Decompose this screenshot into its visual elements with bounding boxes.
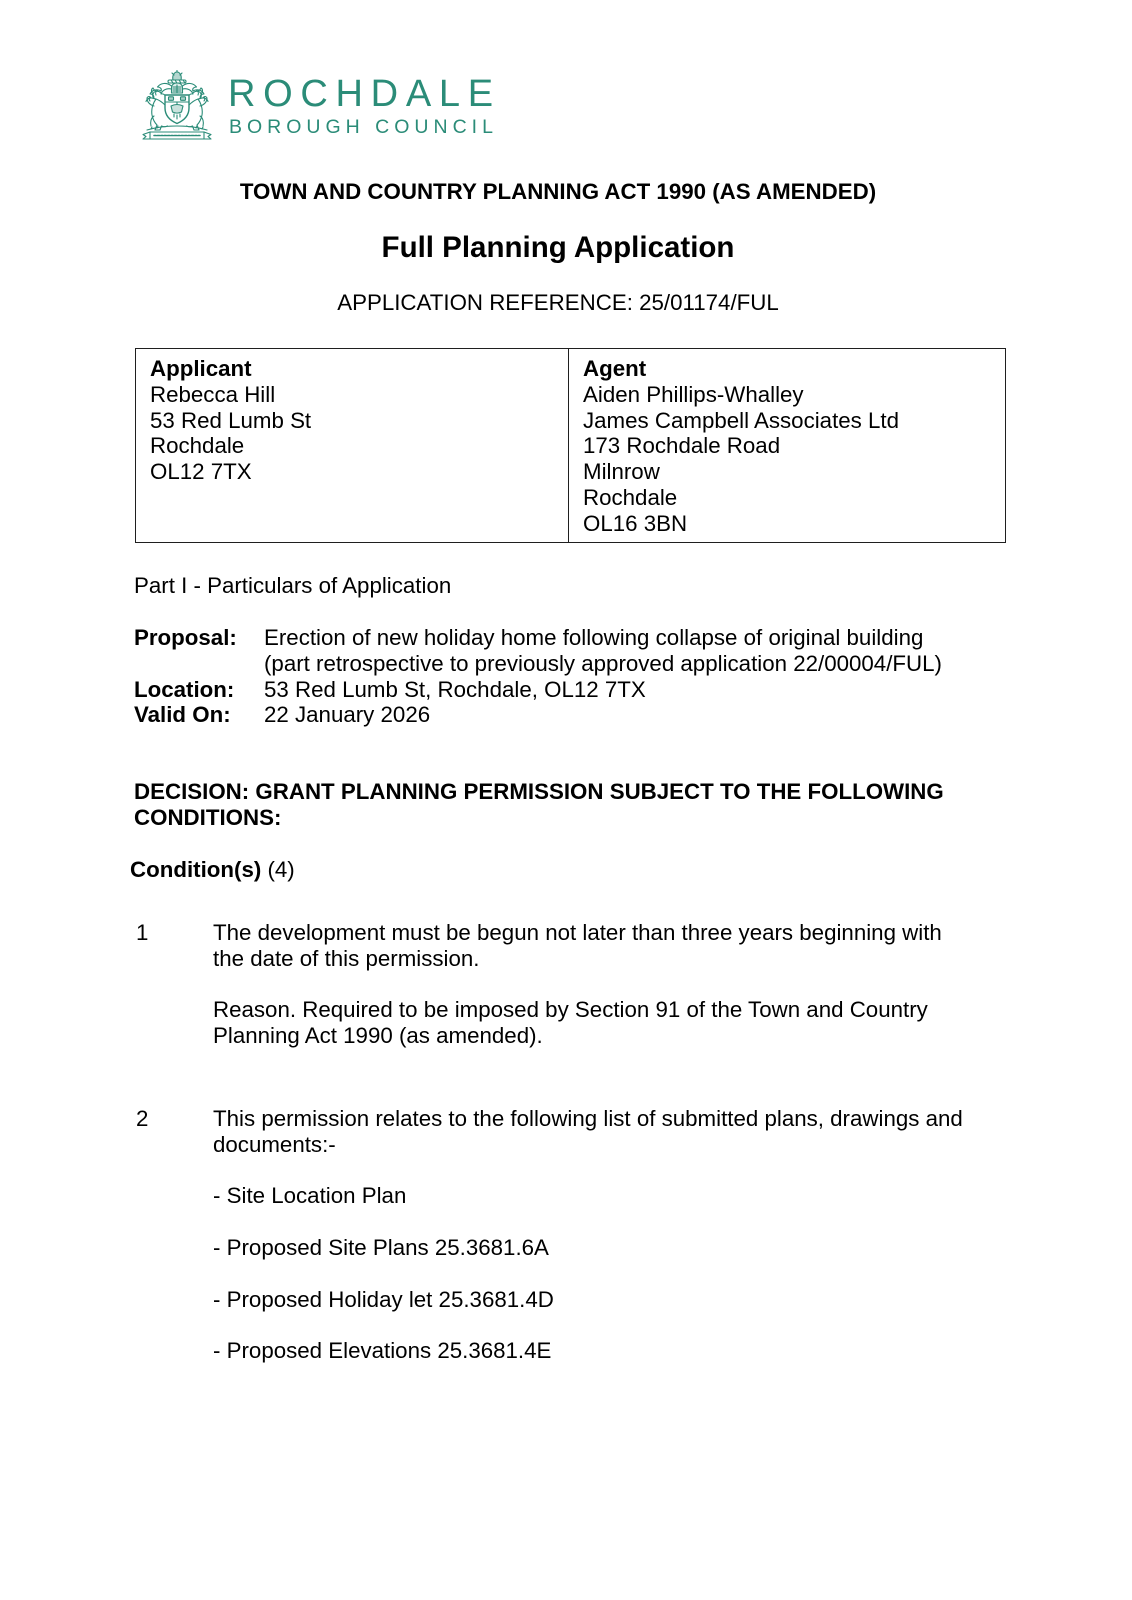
applicant-label: Applicant: [150, 356, 252, 381]
agent-name: Aiden Phillips-Whalley: [583, 381, 804, 407]
plan-list-item: [213, 1235, 963, 1261]
proposal-row: [134, 625, 942, 677]
condition-paragraph: [213, 920, 942, 972]
condition-line: The development must be begun not later than three years beginning with: [213, 920, 942, 945]
proposal-line: (part retrospective to previously approved application 22/00004/FUL): [264, 650, 942, 676]
agent-address-line: Rochdale: [583, 484, 678, 510]
plan-list-item: [213, 1338, 963, 1364]
conditions-label: Condition(s): [130, 857, 262, 882]
valid-on-row: [134, 702, 942, 728]
location-value: 53 Red Lumb St, Rochdale, OL12 7TX: [264, 676, 646, 702]
plan-item: - Proposed Holiday let 25.3681.4D: [213, 1286, 554, 1312]
act-heading: TOWN AND COUNTRY PLANNING ACT 1990 (AS AMENDED): [239, 179, 877, 204]
conditions-count: (4): [267, 857, 295, 882]
condition-text: [213, 920, 942, 1049]
document-title: Full Planning Application: [381, 231, 735, 264]
applicant-cell: [136, 349, 569, 542]
conditions-heading: [130, 857, 295, 883]
valid-on-label: Valid On:: [134, 702, 231, 728]
decision-line: DECISION: GRANT PLANNING PERMISSION SUBJECT TO THE FOLLOWING: [134, 779, 944, 804]
proposal-line: Erection of new holiday home following collapse of original building: [264, 625, 924, 650]
decision-statement: [134, 779, 944, 831]
condition-line: Planning Act 1990 (as amended).: [213, 1023, 543, 1049]
condition-reason: [213, 997, 942, 1049]
application-reference: APPLICATION REFERENCE: 25/01174/FUL: [337, 290, 779, 315]
proposal-value: [264, 625, 942, 677]
particulars-list: [134, 625, 942, 728]
coat-of-arms-icon: [141, 70, 213, 144]
applicant-address-line: 53 Red Lumb St: [150, 407, 312, 433]
decision-line: CONDITIONS:: [134, 804, 282, 830]
council-name: ROCHDALE: [228, 73, 501, 115]
applicant-name: Rebecca Hill: [150, 381, 276, 407]
applicant-address-line: Rochdale: [150, 433, 245, 459]
agent-postcode: OL16 3BN: [583, 510, 688, 536]
condition-line: the date of this permission.: [213, 945, 480, 971]
council-subtitle: BOROUGH COUNCIL: [229, 116, 498, 138]
condition-line: This permission relates to the following list of submitted plans, drawings and: [213, 1106, 963, 1131]
plan-item: - Proposed Site Plans 25.3681.6A: [213, 1234, 549, 1260]
condition-line: Reason. Required to be imposed by Section 91 of the Town and Country: [213, 997, 928, 1023]
proposal-label: Proposal:: [134, 625, 237, 650]
condition-number: 1: [136, 920, 149, 945]
location-label: Location:: [134, 676, 235, 702]
particulars-heading: Part I - Particulars of Application: [134, 573, 452, 598]
condition-number: 2: [136, 1106, 149, 1131]
agent-address-line: 173 Rochdale Road: [583, 433, 781, 459]
valid-on-value: 22 January 2026: [264, 702, 431, 728]
condition-text: [213, 1106, 963, 1364]
agent-label: Agent: [583, 356, 647, 381]
parties-table: [135, 348, 1006, 543]
applicant-postcode: OL12 7TX: [150, 459, 252, 485]
location-row: [134, 677, 942, 703]
agent-address-line: Milnrow: [583, 459, 660, 485]
agent-cell: [569, 349, 1005, 542]
condition-line: documents:-: [213, 1131, 336, 1157]
plan-item: - Site Location Plan: [213, 1183, 407, 1209]
plan-item: - Proposed Elevations 25.3681.4E: [213, 1338, 552, 1364]
condition-paragraph: [213, 1106, 963, 1158]
plan-list-item: [213, 1287, 963, 1313]
plan-list-item: [213, 1183, 963, 1209]
agent-company: James Campbell Associates Ltd: [583, 407, 900, 433]
